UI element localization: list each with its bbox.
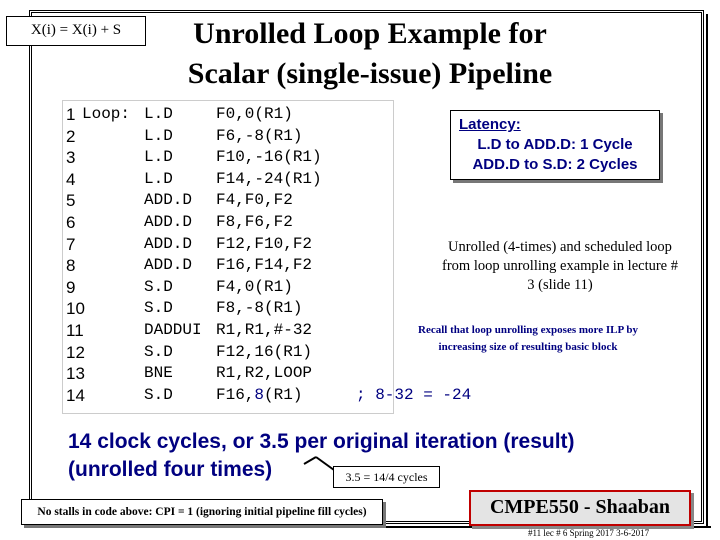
opcode: ADD.D [144,256,193,275]
offset-comment: ; 8-32 = -24 [356,386,472,404]
operands: F4,F0,F2 [216,191,293,210]
course-badge: CMPE550 - Shaaban [469,490,691,526]
line-number: 4 [66,169,76,189]
line-number: 2 [66,126,76,146]
latency-box [450,110,660,180]
line-number: 1 [66,105,76,124]
opcode: S.D [144,385,173,404]
operand-base: (R1) [264,385,303,404]
line-number: 5 [66,191,76,211]
opcode: L.D [144,148,173,167]
line-number: 10 [66,299,85,319]
cycles-callout: 3.5 = 14/4 cycles [333,466,440,488]
unrolled-note: Unrolled (4-times) and scheduled loop from loop unrolling example in lecture # 3 (slide 11) [442,239,678,293]
line-number: 14 [66,385,85,405]
opcode: L.D [144,169,173,188]
latency-line1: L.D to ADD.D: 1 Cycle [477,136,633,153]
operands [216,385,302,406]
operands: F6,-8(R1) [216,126,303,145]
summary-line2: (unrolled four times) [68,458,273,481]
slide-title-line1: Unrolled Loop Example for [193,17,547,50]
summary-line1: 14 clock cycles, or 3.5 per original iteration (result) [68,430,575,453]
operands: F8,F6,F2 [216,213,293,231]
latency-line2: ADD.D to S.D: 2 Cycles [472,156,638,173]
opcode: BNE [144,364,173,383]
operands: F12,16(R1) [216,342,313,361]
operands: F0,0(R1) [216,105,293,123]
operands: F12,F10,F2 [216,234,313,253]
latency-title: Latency: [459,116,521,133]
stalls-note: No stalls in code above: CPI = 1 (ignoring initial pipeline fill cycles) [21,499,383,525]
offset-highlight: 8 [254,385,265,404]
slide-footer: #11 lec # 6 Spring 2017 3-6-2017 [528,528,650,538]
operands: F10,-16(R1) [216,148,322,167]
opcode: S.D [144,342,173,361]
operands: F8,-8(R1) [216,299,303,318]
line-number: 11 [66,321,84,340]
opcode: ADD.D [144,213,193,231]
opcode: S.D [144,299,173,318]
opcode: ADD.D [144,191,193,210]
operand-register: F16, [216,385,255,404]
operands: F16,F14,F2 [216,256,313,275]
opcode: L.D [144,126,173,145]
line-number: 13 [66,364,85,384]
opcode: DADDUI [144,321,202,339]
slide-title-line2: Scalar (single-issue) Pipeline [187,57,553,90]
operands: R1,R1,#-32 [216,321,313,339]
opcode: ADD.D [144,234,193,253]
loop-label: Loop: [82,105,131,123]
opcode: L.D [144,105,173,123]
summary [68,428,575,484]
formula-box: X(i) = X(i) + S [6,16,146,46]
line-number: 3 [66,148,76,168]
operands: F4,0(R1) [216,277,293,296]
operands: R1,R2,LOOP [216,364,313,383]
line-number: 12 [66,342,85,362]
frame-shadow-right [706,14,708,526]
opcode: S.D [144,277,173,296]
ilp-note: Recall that loop unrolling exposes more ILP by increasing size of resulting basic block [418,324,638,353]
line-number: 6 [66,213,76,232]
line-number: 7 [66,234,76,254]
line-number: 9 [66,277,76,297]
line-number: 8 [66,256,76,276]
operands: F14,-24(R1) [216,169,322,188]
slide-title [150,14,590,94]
